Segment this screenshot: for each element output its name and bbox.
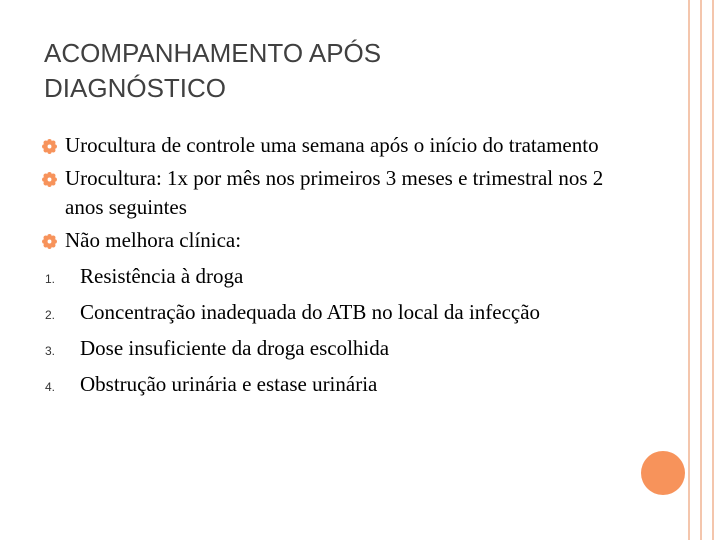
decorative-rule — [700, 0, 702, 540]
list-item — [0, 226, 640, 255]
gear-flower-icon — [42, 234, 57, 249]
numbered-text: Resistência à droga — [80, 264, 244, 288]
gear-flower-icon — [42, 172, 57, 187]
bullet-list — [0, 131, 640, 399]
bullet-text: Urocultura de controle uma semana após o início do tratamento — [65, 133, 599, 157]
decorative-rule — [688, 0, 690, 540]
decorative-rule — [712, 0, 714, 540]
numbered-text: Obstrução urinária e estase urinária — [80, 372, 378, 396]
decorative-circle — [641, 451, 685, 495]
numbered-text: Dose insuficiente da droga escolhida — [80, 336, 390, 360]
title-line: DIAGNÓSTICO — [44, 73, 227, 103]
numbered-item — [0, 334, 640, 363]
numbered-item — [0, 262, 640, 291]
item-number: 2. — [45, 308, 56, 322]
numbered-text: Concentração inadequada do ATB no local da infecção — [80, 300, 541, 324]
bullet-text: Urocultura: 1x por mês nos primeiros 3 meses e trimestral nos 2 anos seguintes — [65, 166, 604, 219]
bullet-text: Não melhora clínica: — [65, 228, 242, 252]
title-line: ACOMPANHAMENTO APÓS — [44, 38, 382, 68]
gear-flower-icon — [42, 139, 57, 154]
list-item — [0, 164, 640, 222]
numbered-item — [0, 298, 640, 327]
list-item — [0, 131, 640, 160]
item-number: 4. — [45, 380, 56, 394]
item-number: 3. — [45, 344, 56, 358]
numbered-item — [0, 370, 640, 399]
item-number: 1. — [45, 272, 56, 286]
slide-title — [44, 36, 644, 106]
